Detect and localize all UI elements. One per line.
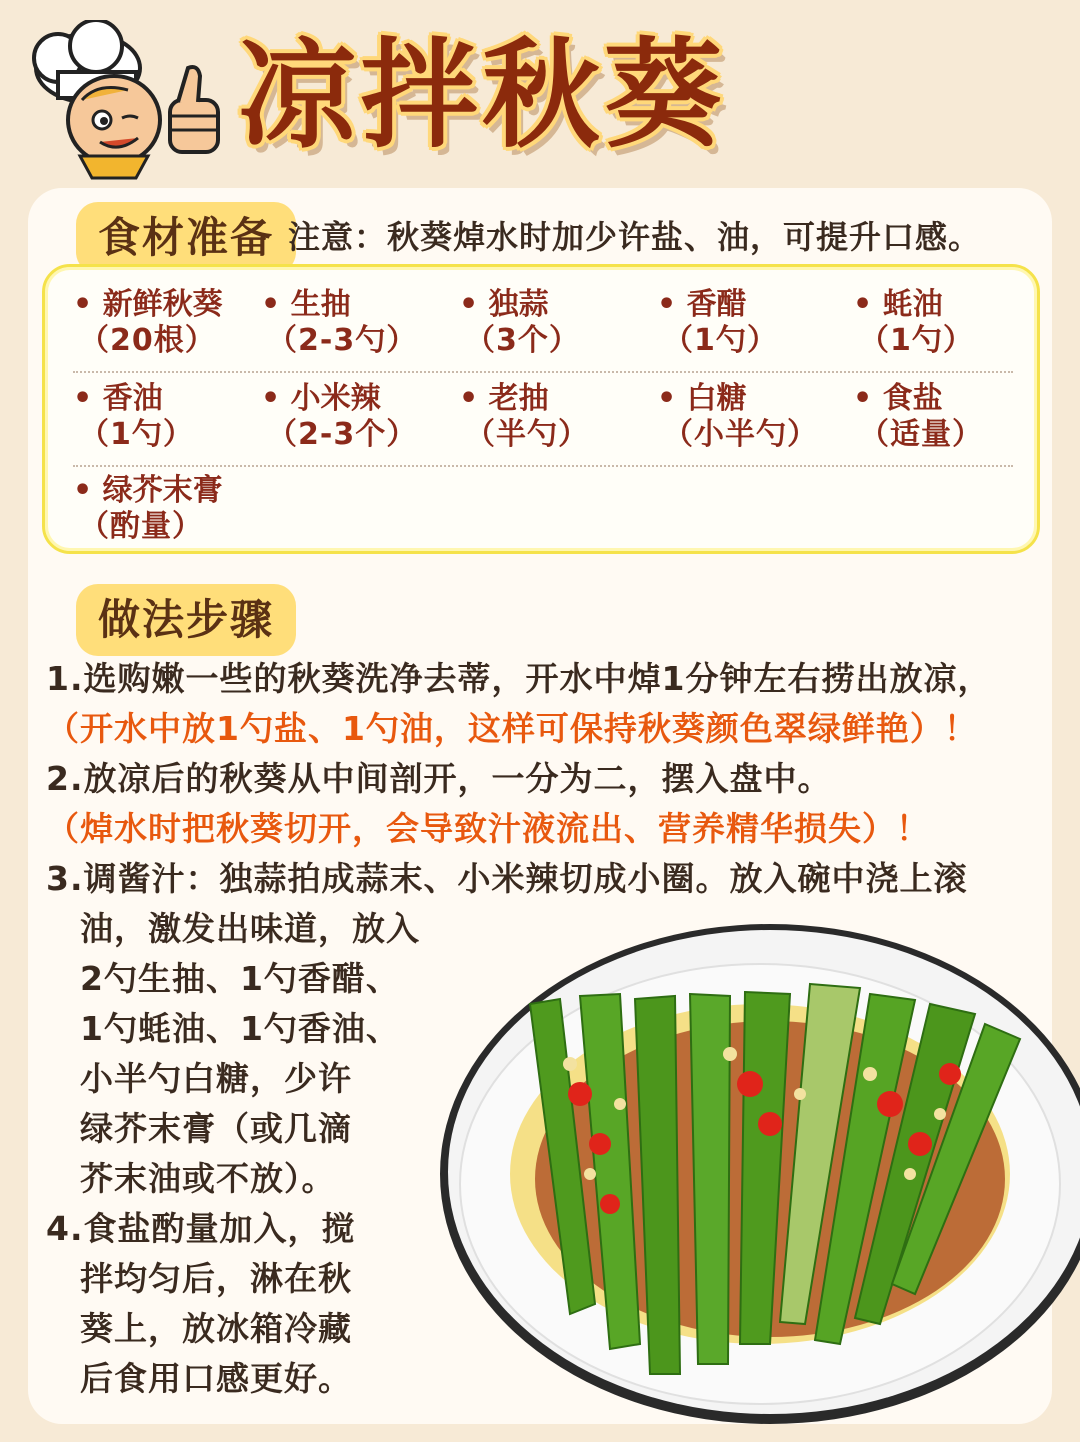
step-3-text: 绿芥末膏（或几滴 (80, 1109, 352, 1148)
step-4-text: 葵上，放冰箱冷藏 (80, 1309, 352, 1348)
ingredient-item (459, 287, 649, 359)
ingredient-name: • 香醋 (657, 287, 847, 323)
ingredients-heading: 食材准备 (76, 202, 296, 274)
ingredient-name: • 独蒜 (459, 287, 649, 323)
ingredient-row (73, 465, 1013, 557)
ingredient-name: • 香油 (73, 381, 263, 417)
ingredient-name: • 食盐 (853, 381, 1043, 417)
ingredient-qty: （2-3个） (267, 417, 418, 452)
step-3-text: 2勺生抽、1勺香醋、 (80, 959, 400, 998)
ingredient-row (73, 373, 1013, 467)
ingredient-name: • 蚝油 (853, 287, 1043, 323)
ingredient-item (73, 473, 263, 545)
step-2-text: 2.放凉后的秋葵从中间剖开，一分为二，摆入盘中。 (46, 759, 832, 798)
steps-heading: 做法步骤 (76, 584, 296, 656)
ingredient-item (73, 381, 263, 453)
ingredient-item (261, 381, 451, 453)
ingredient-name: • 白糖 (657, 381, 847, 417)
ingredient-name: • 生抽 (261, 287, 451, 323)
page-title: 凉拌秋葵 (238, 26, 727, 164)
step-3-text: 小半勺白糖，少许 (80, 1059, 352, 1098)
ingredient-qty: （半勺） (465, 417, 589, 452)
ingredient-qty: （2-3勺） (267, 323, 418, 358)
step-3-text: 1勺蚝油、1勺香油、 (80, 1009, 400, 1048)
header (0, 0, 1080, 190)
ingredient-item (657, 287, 847, 359)
chef-mascot-icon (18, 20, 238, 180)
step-3-text: 芥末油或不放）。 (80, 1159, 336, 1198)
ingredient-name: • 老抽 (459, 381, 649, 417)
ingredient-item (853, 381, 1043, 453)
ingredient-qty: （1勺） (859, 323, 974, 358)
ingredient-qty: （3个） (465, 323, 580, 358)
ingredient-qty: （1勺） (663, 323, 778, 358)
ingredient-name: • 新鲜秋葵 (73, 287, 263, 323)
ingredient-item (73, 287, 263, 359)
ingredient-qty: （小半勺） (663, 417, 818, 452)
ingredient-item (853, 287, 1043, 359)
ingredient-item (459, 381, 649, 453)
ingredient-qty: （酌量） (79, 509, 203, 544)
step-3-text: 3.调酱汁：独蒜拍成蒜末、小米辣切成小圈。放入碗中浇上滚 (46, 859, 968, 898)
step-1-text: 1.选购嫩一些的秋葵洗净去蒂，开水中焯1分钟左右捞出放凉， (46, 659, 992, 698)
ingredient-qty: （适量） (859, 417, 983, 452)
ingredients-box (42, 264, 1040, 554)
ingredient-name: • 小米辣 (261, 381, 451, 417)
ingredient-qty: （20根） (79, 323, 216, 358)
step-4-text: 拌均匀后，淋在秋 (80, 1259, 352, 1298)
step-4-text: 4.食盐酌量加入，搅 (46, 1209, 356, 1248)
ingredients-note: 注意：秋葵焯水时加少许盐、油，可提升口感。 (288, 218, 982, 256)
recipe-card (28, 188, 1052, 1424)
ingredient-name: • 绿芥末膏 (73, 473, 263, 509)
step-1-tip: （开水中放1勺盐、1勺油，这样可保持秋葵颜色翠绿鲜艳）！ (46, 709, 978, 748)
ingredient-qty: （1勺） (79, 417, 194, 452)
ingredient-item (657, 381, 847, 453)
okra-dish-image (410, 904, 1080, 1424)
step-4-text: 后食用口感更好。 (80, 1359, 352, 1398)
step-2-tip: （焯水时把秋葵切开，会导致汁液流出、营养精华损失）！ (46, 809, 930, 848)
ingredient-item (261, 287, 451, 359)
ingredient-row (73, 279, 1013, 373)
step-3-text: 油，激发出味道，放入 (80, 909, 420, 948)
